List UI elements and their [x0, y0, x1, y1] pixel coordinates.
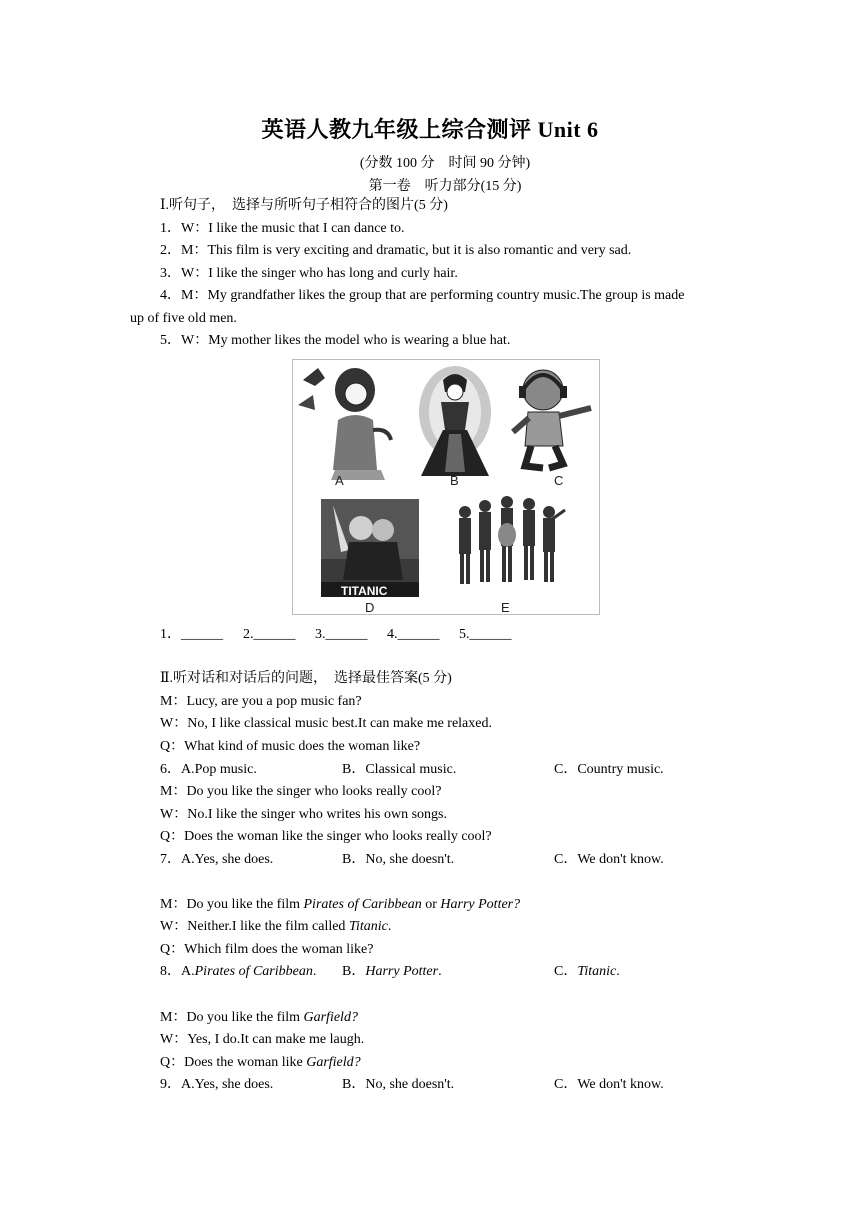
d9-woman: W：Yes, I do.It can make me laugh.: [160, 1032, 365, 1047]
film-title: Titanic: [577, 964, 617, 979]
d6-option-b: B．Classical music.: [342, 762, 457, 777]
figure-label-a: A: [335, 473, 344, 488]
answer-blank-2: 2.______: [243, 627, 296, 642]
titanic-poster-text: TITANIC: [341, 584, 388, 598]
d8-woman-text: W：Neither.I like the film called: [160, 919, 349, 934]
subtitle: (分数 100 分 时间 90 分钟): [359, 156, 531, 171]
d7-man: M：Do you like the singer who looks really cool?: [160, 784, 442, 799]
sentence-1: 1．W：I like the music that I can dance to.: [160, 221, 405, 236]
option-prefix: 8．A.: [160, 964, 195, 979]
figure-label-b: B: [450, 473, 459, 488]
d9-question-text: Q：Does the woman like: [160, 1055, 307, 1070]
answer-blank-1: 1．______: [160, 627, 223, 642]
d7-option-b: B．No, she doesn't.: [342, 852, 455, 867]
figure-label-e: E: [501, 600, 510, 615]
answer-blank-3: 3.______: [315, 627, 368, 642]
d9-option-b: B．No, she doesn't.: [342, 1077, 455, 1092]
d6-man: M：Lucy, are you a pop music fan?: [160, 694, 362, 709]
picture-options-figure: [292, 359, 600, 615]
film-title: Pirates of Caribbean: [303, 897, 422, 912]
option-prefix: C．: [554, 964, 578, 979]
figure-label-d: D: [365, 600, 375, 615]
d7-option-c: C．We don't know.: [554, 852, 664, 867]
sentence-2: 2．M：This film is very exciting and dramatic, but it is also romantic and very sad.: [160, 243, 632, 258]
picture-c-child: [513, 370, 591, 468]
section1-heading: Ⅰ.听句子， 选择与所听句子相符合的图片(5 分): [160, 198, 448, 213]
d9-question: [160, 1054, 361, 1072]
sentence-3: 3．W：I like the singer who has long and curly hair.: [160, 266, 458, 281]
film-title: Garfield?: [303, 1010, 358, 1025]
film-title: Pirates of Caribbean: [194, 964, 313, 979]
film-title: Garfield?: [306, 1055, 361, 1070]
d8-man-text: M：Do you like the film: [160, 897, 304, 912]
d8-man-or: or: [421, 897, 441, 912]
picture-d-titanic-poster: [321, 499, 419, 597]
page-title: 英语人教九年级上综合测评 Unit 6: [261, 117, 599, 142]
d6-option-c: C．Country music.: [554, 762, 664, 777]
d8-option-b: [342, 963, 442, 981]
d8-option-a: [160, 963, 316, 981]
punctuation: .: [438, 964, 442, 979]
d6-option-a: 6．A.Pop music.: [160, 762, 257, 777]
figure-label-c: C: [554, 473, 564, 488]
answer-blank-5: 5.______: [459, 627, 512, 642]
picture-b-lady: [419, 366, 491, 476]
punctuation: .: [616, 964, 620, 979]
d9-man-text: M：Do you like the film: [160, 1010, 304, 1025]
section2-heading: Ⅱ.听对话和对话后的问题， 选择最佳答案(5 分): [160, 671, 452, 686]
d6-question: Q：What kind of music does the woman like?: [160, 739, 421, 754]
d9-option-c: C．We don't know.: [554, 1077, 664, 1092]
d7-option-a: 7．A.Yes, she does.: [160, 852, 274, 867]
sentence-5: 5．W：My mother likes the model who is wearing a blue hat.: [160, 333, 511, 348]
d7-question: Q：Does the woman like the singer who looks really cool?: [160, 829, 492, 844]
answer-blank-4: 4.______: [387, 627, 440, 642]
d9-man: [160, 1009, 358, 1027]
film-title: Harry Potter?: [440, 897, 521, 912]
d8-man: [160, 896, 520, 914]
d9-option-a: 9．A.Yes, she does.: [160, 1077, 274, 1092]
option-prefix: B．: [342, 964, 366, 979]
punctuation: .: [312, 964, 317, 979]
sentence-4-cont: up of five old men.: [130, 311, 237, 326]
film-title: Titanic: [348, 919, 388, 934]
picture-e-band: [459, 496, 565, 584]
film-title: Harry Potter: [365, 964, 439, 979]
part-title: 第一卷 听力部分(15 分): [368, 179, 522, 194]
d8-woman: [160, 918, 391, 936]
d8-option-c: [554, 963, 620, 981]
sentence-4: 4．M：My grandfather likes the group that are performing country music.The group is made: [160, 288, 685, 303]
punctuation: .: [387, 919, 392, 934]
d7-woman: W：No.I like the singer who writes his own songs.: [160, 807, 447, 822]
d8-question: Q：Which film does the woman like?: [160, 942, 374, 957]
d6-woman: W：No, I like classical music best.It can make me relaxed.: [160, 716, 492, 731]
picture-a-singer: [298, 368, 391, 480]
